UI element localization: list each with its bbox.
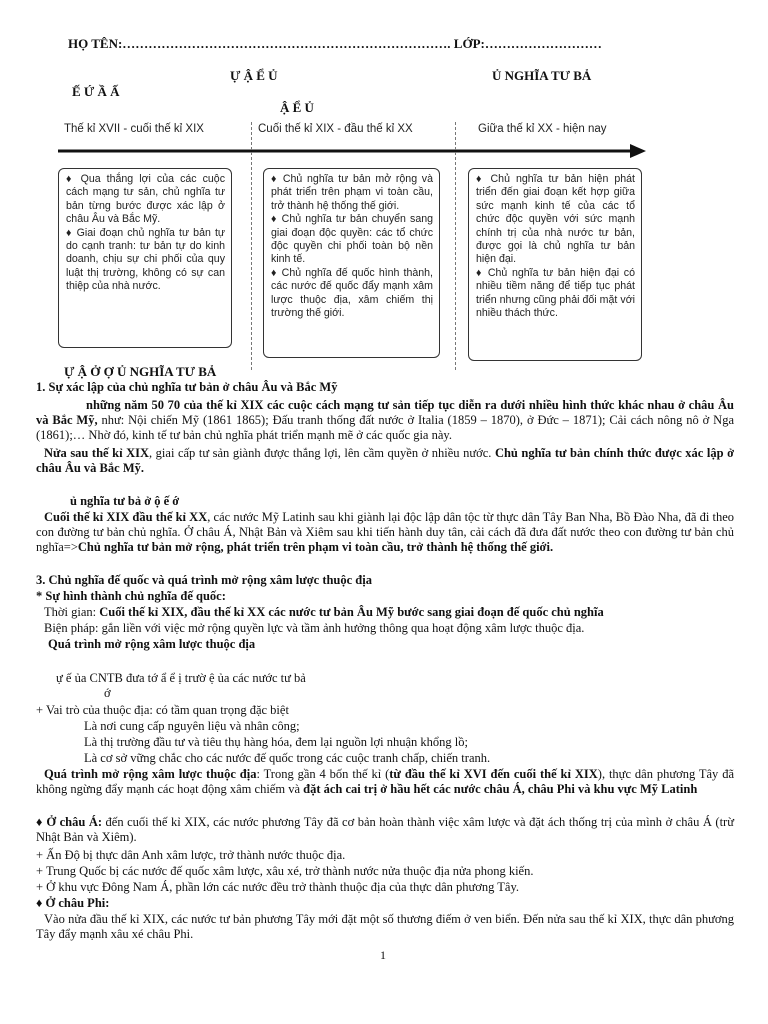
section-2-paragraph: Cuối thế kỉ XIX đầu thế kỉ XX, các nước Mỹ Latinh sau khi giành lại độc lập dân tộc từ thực dân Tây Ban Nha, Bồ Đào Nha, đã đi theo con đường tư bản chủ nghĩa. Ở châu Á, Nhật Bản và Xiêm sau khi tiến hành duy tân, cải cách đã đưa đất nước theo con đường tư bản chủ nghĩa=>Chủ nghĩa tư bản mở rộng, phát triển trên phạm vi toàn cầu, trở thành hệ thống thế giới. bbox=[36, 510, 734, 555]
page-number: 1 bbox=[380, 948, 386, 962]
timeline-period-1: Thế kỉ XVII - cuối thế kỉ XIX bbox=[64, 123, 204, 135]
section-title: Ự Ậ Ở Ợ Ủ NGHĨA TƯ BẢ bbox=[64, 364, 217, 379]
section-1-paragraph-1: những năm 50 70 của thế kỉ XIX các cuộc cách mạng tư sản tiếp tục diễn ra dưới nhiều hình thức khác nhau ở châu Âu và Bắc Mỹ, như: Nội chiến Mỹ (1861 1865); Đấu tranh thống đất nước ở Italia (1859 – 1870), ở Đức – 1871); Cải cách nông nô ở Nga (1861);… Nhờ đó, kinh tế tư bản chủ nghĩa phát triển mạnh mẽ ở các quốc gia này. bbox=[36, 398, 735, 443]
timeline-period-2: Cuối thế kỉ XIX - đầu thế kỉ XX bbox=[258, 123, 413, 135]
timeline-box-1 bbox=[58, 168, 232, 348]
timeline-divider-1 bbox=[251, 122, 252, 370]
section-1-title: 1. Sự xác lập của chủ nghĩa tư bản ở châu Âu và Bắc Mỹ bbox=[36, 380, 338, 394]
asia-item: + Ở khu vực Đông Nam Á, phần lớn các nước đều trở thành thuộc địa của thực dân phương Tây. bbox=[36, 880, 520, 894]
section-3-measure: Biện pháp: gắn liền với việc mở rộng quyền lực và tầm ảnh hưởng thông qua hoạt động xâm lược thuộc địa. bbox=[44, 621, 585, 635]
africa-title: ♦ Ở châu Phi: bbox=[36, 896, 110, 910]
asia-item: + Ấn Độ bị thực dân Anh xâm lược, trở thành nước thuộc địa. bbox=[36, 848, 346, 862]
box3-item: ♦ Chủ nghĩa tư bản hiện đại có nhiều tiềm năng để tiếp tục phát triển nhưng cũng phải đối mặt với nhiều thách thức. bbox=[476, 266, 635, 320]
box2-item: ♦ Chủ nghĩa tư bản chuyển sang giai đoạn độc quyền: các tổ chức độc quyền chi phối toàn bộ nền kinh tế. bbox=[271, 213, 433, 266]
box1-item: ♦ Giai đoạn chủ nghĩa tư bản tự do cạnh tranh: tư bản tự do kinh doanh, chịu sự chi phối của quy luật thị trường, không có sự can thiệp của nhà nước. bbox=[66, 226, 225, 293]
expansion-paragraph: Quá trình mở rộng xâm lược thuộc địa: Trong gần 4 bốn thế kỉ (từ đầu thế kỉ XVI đến cuối thế kỉ XIX), thực dân phương Tây đã không ngừng đẩy mạnh các hoạt động xâm chiếm và đặt ách cai trị ở hầu hết các nước châu Á, châu Phi và khu vực Mỹ Latinh bbox=[36, 767, 734, 797]
section-3-process-title: Quá trình mở rộng xâm lược thuộc địa bbox=[48, 637, 256, 651]
box1-item: ♦ Qua thắng lợi của các cuộc cách mạng tư sản, chủ nghĩa tư bản từng bước được xác lập ở châu Âu và Bắc Mỹ. bbox=[66, 173, 225, 226]
section-3-garbled-line-2: ớ bbox=[104, 686, 111, 700]
colony-role-item: Là thị trường đầu tư và tiêu thụ hàng hóa, đem lại nguồn lợi nhuận khổng lồ; bbox=[84, 735, 468, 749]
student-info-line: HỌ TÊN:…………………………………………………………………. LỚP:……………………… bbox=[68, 36, 602, 51]
colony-role-item: Là cơ sở vững chắc cho các nước đế quốc trong các cuộc tranh chấp, chiến tranh. bbox=[84, 751, 491, 765]
section-3-title: 3. Chủ nghĩa đế quốc và quá trình mở rộng xâm lược thuộc địa bbox=[36, 573, 372, 587]
title-line-3: Ậ Ể Ủ bbox=[280, 100, 314, 115]
africa-paragraph: Vào nửa đầu thế kỉ XIX, các nước tư bản phương Tây mới đặt một số thương điếm ở ven biển. Đến nửa sau thế kỉ XIX, thực dân phương Tây đẩy mạnh xâu xé châu Phi. bbox=[36, 912, 734, 942]
colony-role: + Vai trò của thuộc địa: có tầm quan trọng đặc biệt bbox=[36, 703, 289, 717]
colony-role-item: Là nơi cung cấp nguyên liệu và nhân công; bbox=[84, 719, 300, 733]
timeline-divider-2 bbox=[455, 122, 456, 370]
title-line-1-end: Ủ NGHĨA TƯ BẢ bbox=[492, 68, 592, 83]
section-3-subtitle: * Sự hình thành chủ nghĩa đế quốc: bbox=[36, 589, 226, 603]
timeline-box-3 bbox=[468, 168, 642, 361]
box3-item: ♦ Chủ nghĩa tư bản hiện phát triển đến giai đoạn kết hợp giữa sức mạnh kinh tế của các tổ chức độc quyền với sức mạnh chính trị của nhà nước tư bản, được gọi là chủ nghĩa tư bản hiện đại. bbox=[476, 173, 635, 266]
title-line-2: Ế Ứ Ầ Ấ bbox=[72, 84, 120, 99]
section-2-title: ủ nghĩa tư bả ở ộ ế ớ bbox=[70, 494, 180, 508]
timeline-box-2 bbox=[263, 168, 440, 358]
asia-item: + Trung Quốc bị các nước đế quốc xâm lược, xâu xé, trở thành nước nửa thuộc địa nửa phong kiến. bbox=[36, 864, 534, 878]
timeline-period-3: Giữa thế kỉ XX - hiện nay bbox=[478, 123, 607, 135]
asia-paragraph: ♦ Ở châu Á: đến cuối thế kỉ XIX, các nước phương Tây đã cơ bản hoàn thành việc xâm lược và đặt ách thống trị của mình ở châu Á (trừ Nhật Bản và Xiêm). bbox=[36, 815, 734, 845]
box2-item: ♦ Chủ nghĩa đế quốc hình thành, các nước đế quốc đẩy mạnh xâm lược thuộc địa, xâm chiếm thị trường thế giới. bbox=[271, 266, 433, 320]
section-3-garbled-line: ự ế ủa CNTB đưa tớ ẩ ể ị trườ ệ ủa các nước tư bả bbox=[56, 671, 306, 685]
timeline-arrow bbox=[56, 142, 648, 160]
section-1-paragraph-2: Nửa sau thế kỉ XIX, giai cấp tư sản giành được thắng lợi, lên cầm quyền ở nhiều nước. Chủ nghĩa tư bản chính thức được xác lập ở châu Âu và Bắc Mỹ. bbox=[36, 446, 735, 476]
section-3-time: Thời gian: Cuối thế kỉ XIX, đầu thế kỉ XX các nước tư bản Âu Mỹ bước sang giai đoạn đế quốc chủ nghĩa bbox=[44, 605, 604, 619]
box2-item: ♦ Chủ nghĩa tư bản mở rộng và phát triển trên phạm vi toàn cầu, trở thành hệ thống thế giới. bbox=[271, 173, 433, 212]
title-line-1: Ự Ậ Ể Ủ bbox=[230, 68, 278, 83]
